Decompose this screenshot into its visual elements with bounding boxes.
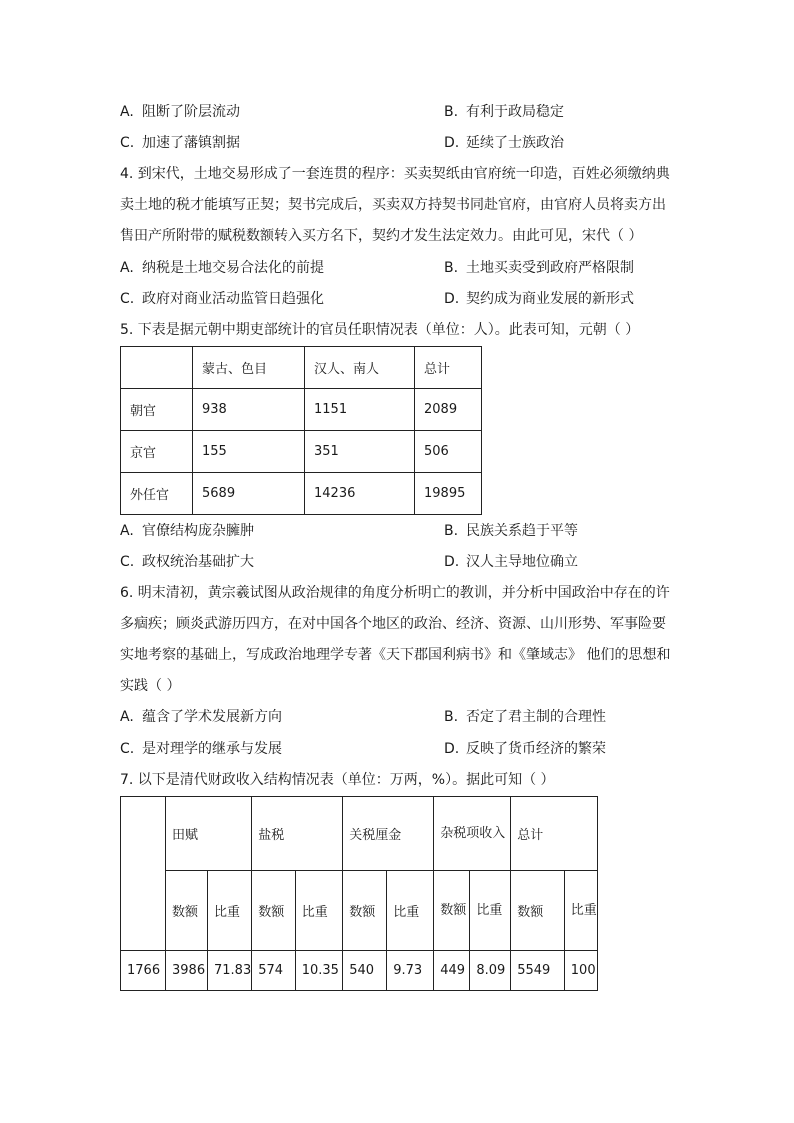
q6-stem-line-1: 6. 明末清初，黄宗羲试图从政治规律的角度分析明亡的教训，并分析中国政治中存在的许 bbox=[120, 585, 670, 601]
table-group-header: 杂税项收入 bbox=[434, 797, 511, 871]
table-row bbox=[121, 389, 482, 431]
table-subheader-cell: 比重 bbox=[295, 871, 343, 951]
table-cell: 5549 bbox=[511, 951, 565, 991]
table-row bbox=[121, 951, 598, 991]
table-cell: 2089 bbox=[415, 389, 482, 431]
q5-option-c[interactable]: C. 政权统治基础扩大 bbox=[120, 554, 254, 570]
q4-option-c[interactable]: C. 政府对商业活动监管日趋强化 bbox=[120, 291, 324, 307]
table-subheader-cell: 数额 bbox=[166, 871, 208, 951]
table-cell: 朝官 bbox=[121, 389, 193, 431]
table-subheader-row bbox=[121, 871, 598, 951]
table-group-header: 盐税 bbox=[252, 797, 343, 871]
table-header-row bbox=[121, 797, 598, 871]
table-cell: 574 bbox=[252, 951, 295, 991]
table-cell: 外任官 bbox=[121, 473, 193, 515]
q5-option-a[interactable]: A. 官僚结构庞杂臃肿 bbox=[120, 523, 254, 539]
q3-option-a[interactable]: A. 阻断了阶层流动 bbox=[120, 104, 240, 120]
q3-option-b[interactable]: B. 有利于政局稳定 bbox=[444, 104, 564, 120]
q4-stem-line-1: 4. 到宋代，土地交易形成了一套连贯的程序：买卖契纸由官府统一印造，百姓必须缴纳典 bbox=[120, 166, 670, 182]
table-subheader-cell: 数额 bbox=[343, 871, 387, 951]
table-cell: 14236 bbox=[305, 473, 415, 515]
q5-option-b[interactable]: B. 民族关系趋于平等 bbox=[444, 523, 578, 539]
table-cell: 3986 bbox=[166, 951, 208, 991]
table-header-cell: 汉人、南人 bbox=[305, 347, 415, 389]
table-cell: 938 bbox=[193, 389, 305, 431]
q4-option-d[interactable]: D. 契约成为商业发展的新形式 bbox=[444, 291, 634, 307]
table-cell: 8.09 bbox=[470, 951, 511, 991]
table-cell: 1766 bbox=[121, 951, 166, 991]
table-group-header: 田赋 bbox=[166, 797, 252, 871]
q5-stem: 5. 下表是据元朝中期吏部统计的官员任职情况表（单位：人）。此表可知，元朝（ ） bbox=[120, 322, 640, 338]
table-row bbox=[121, 431, 482, 473]
table-group-header: 总计 bbox=[511, 797, 598, 871]
table-cell: 100 bbox=[564, 951, 597, 991]
table-cell: 5689 bbox=[193, 473, 305, 515]
q4-option-a[interactable]: A. 纳税是土地交易合法化的前提 bbox=[120, 260, 324, 276]
q4-option-b[interactable]: B. 土地买卖受到政府严格限制 bbox=[444, 260, 634, 276]
table-header-cell: 总计 bbox=[415, 347, 482, 389]
table-subheader-cell: 数额 bbox=[252, 871, 295, 951]
table-group-header: 关税厘金 bbox=[343, 797, 434, 871]
q3-option-d[interactable]: D. 延续了士族政治 bbox=[444, 135, 564, 151]
table-cell: 506 bbox=[415, 431, 482, 473]
q3-option-c[interactable]: C. 加速了藩镇割据 bbox=[120, 135, 240, 151]
table-cell: 1151 bbox=[305, 389, 415, 431]
table-corner-cell bbox=[121, 797, 166, 951]
q4-stem-line-3: 售田产所附带的赋税数额转入买方名下，契约才发生法定效力。由此可见，宋代（ ） bbox=[120, 228, 643, 244]
table-header-cell: 蒙古、色目 bbox=[193, 347, 305, 389]
table-cell: 10.35 bbox=[295, 951, 343, 991]
q6-option-b[interactable]: B. 否定了君主制的合理性 bbox=[444, 709, 606, 725]
table-cell: 19895 bbox=[415, 473, 482, 515]
q6-option-c[interactable]: C. 是对理学的继承与发展 bbox=[120, 741, 282, 757]
table-subheader-cell: 数额 bbox=[511, 871, 565, 951]
q6-stem-line-2: 多痼疾；顾炎武游历四方，在对中国各个地区的政治、经济、资源、山川形势、军事险要 bbox=[120, 616, 666, 632]
q4-stem-line-2: 卖土地的税才能填写正契；契书完成后，买卖双方持契书同赴官府，由官府人员将卖方出 bbox=[120, 197, 666, 213]
q7-stem: 7. 以下是清代财政收入结构情况表（单位：万两，%）。据此可知（ ） bbox=[120, 772, 555, 788]
table-cell: 京官 bbox=[121, 431, 193, 473]
table-row bbox=[121, 473, 482, 515]
q6-option-a[interactable]: A. 蕴含了学术发展新方向 bbox=[120, 709, 282, 725]
table-subheader-cell: 比重 bbox=[208, 871, 252, 951]
q6-option-d[interactable]: D. 反映了货币经济的繁荣 bbox=[444, 741, 606, 757]
table-subheader-cell: 比重 bbox=[387, 871, 434, 951]
table-subheader-cell: 比重 bbox=[470, 871, 511, 951]
q5-table bbox=[120, 346, 482, 515]
q6-stem-line-3: 实地考察的基础上，写成政治地理学专著《天下郡国利病书》和《肇域志》 他们的思想和 bbox=[120, 647, 671, 663]
table-header-cell bbox=[121, 347, 193, 389]
table-header-row bbox=[121, 347, 482, 389]
table-subheader-cell: 数额 bbox=[434, 871, 470, 951]
q7-table bbox=[120, 796, 598, 991]
table-cell: 155 bbox=[193, 431, 305, 473]
table-cell: 449 bbox=[434, 951, 470, 991]
table-cell: 9.73 bbox=[387, 951, 434, 991]
table-subheader-cell: 比重 bbox=[564, 871, 597, 951]
q5-option-d[interactable]: D. 汉人主导地位确立 bbox=[444, 554, 578, 570]
table-cell: 71.83 bbox=[208, 951, 252, 991]
table-cell: 351 bbox=[305, 431, 415, 473]
q6-stem-line-4: 实践（ ） bbox=[120, 678, 181, 694]
table-cell: 540 bbox=[343, 951, 387, 991]
